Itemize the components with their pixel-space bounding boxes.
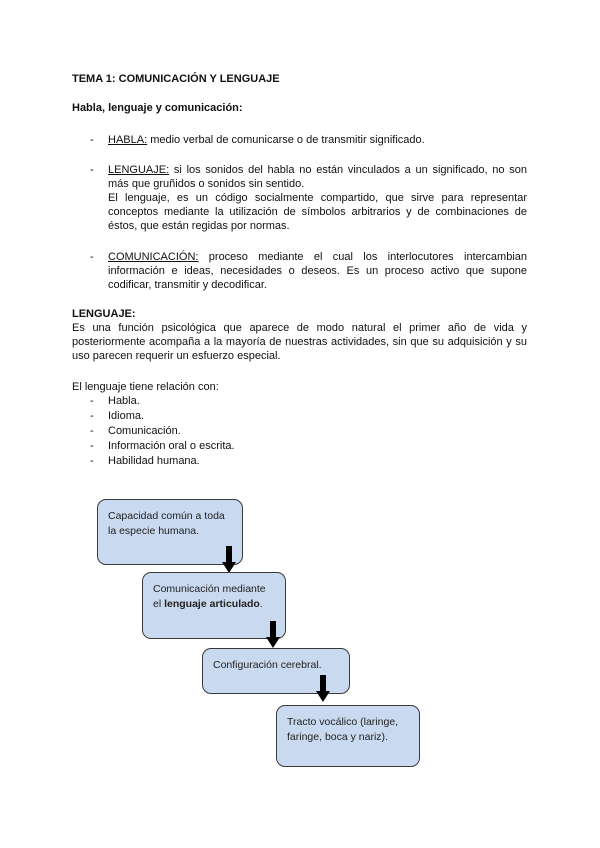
box-text: . <box>259 598 263 610</box>
box-text-bold: lenguaje articulado <box>164 598 260 610</box>
bullet-dash: - <box>90 440 94 452</box>
box-text: Comunicación mediante el <box>153 583 266 610</box>
definition-habla <box>108 133 527 147</box>
section-subtitle: Habla, lenguaje y comunicación: <box>72 102 243 114</box>
list-item: Comunicación. <box>108 425 181 437</box>
relation-intro: El lenguaje tiene relación con: <box>72 381 219 393</box>
bullet-dash: - <box>90 134 94 146</box>
bullet-dash: - <box>90 455 94 467</box>
definition-text: medio verbal de comunicarse o de transmitir significado. <box>147 134 425 146</box>
definition-lenguaje <box>108 163 527 191</box>
list-item: Habilidad humana. <box>108 455 200 467</box>
arrow-down-icon <box>316 675 330 703</box>
definition-comunicacion <box>108 250 527 292</box>
term-lenguaje: LENGUAJE: <box>108 164 170 176</box>
section-heading: LENGUAJE: <box>72 308 136 320</box>
arrow-down-icon <box>266 621 280 649</box>
bullet-dash: - <box>90 410 94 422</box>
box-text: Tracto vocálico (laringe, faringe, boca y nariz). <box>287 716 399 743</box>
arrow-down-icon <box>222 546 236 574</box>
page-title: TEMA 1: COMUNICACIÓN Y LENGUAJE <box>72 73 280 85</box>
list-item: Información oral o escrita. <box>108 440 235 452</box>
term-habla: HABLA: <box>108 134 148 146</box>
definition-text: si los sonidos del habla no están vinculados a un significado, no son más que gruñidos o sonidos sin sentido. <box>108 164 527 190</box>
diagram-box-2 <box>142 572 286 639</box>
bullet-dash: - <box>90 164 94 176</box>
list-item: Habla. <box>108 395 140 407</box>
definition-text: proceso mediante el cual los interlocutores intercambian información e ideas, necesidades o deseos. Es un proceso activo que supone codificar, transmitir y decodificar. <box>108 251 527 291</box>
definition-lenguaje-extra: El lenguaje, es un código socialmente compartido, que sirve para representar conceptos mediante la utilización de símbolos arbitrarios y de combinaciones de éstos, que están regidas por normas. <box>108 192 527 232</box>
bullet-dash: - <box>90 425 94 437</box>
box-text: Capacidad común a toda la especie humana. <box>108 510 225 537</box>
term-comunicacion: COMUNICACIÓN: <box>108 251 199 263</box>
section-paragraph: Es una función psicológica que aparece de modo natural el primer año de vida y posteriormente acompaña a la mayoría de nuestras actividades, sin que su adquisición y su uso parecen requerir un esfuerzo especial. <box>72 322 527 362</box>
diagram-box-4 <box>276 705 420 767</box>
bullet-dash: - <box>90 395 94 407</box>
list-item: Idioma. <box>108 410 145 422</box>
bullet-dash: - <box>90 251 94 263</box>
box-text: Configuración cerebral. <box>213 659 322 671</box>
